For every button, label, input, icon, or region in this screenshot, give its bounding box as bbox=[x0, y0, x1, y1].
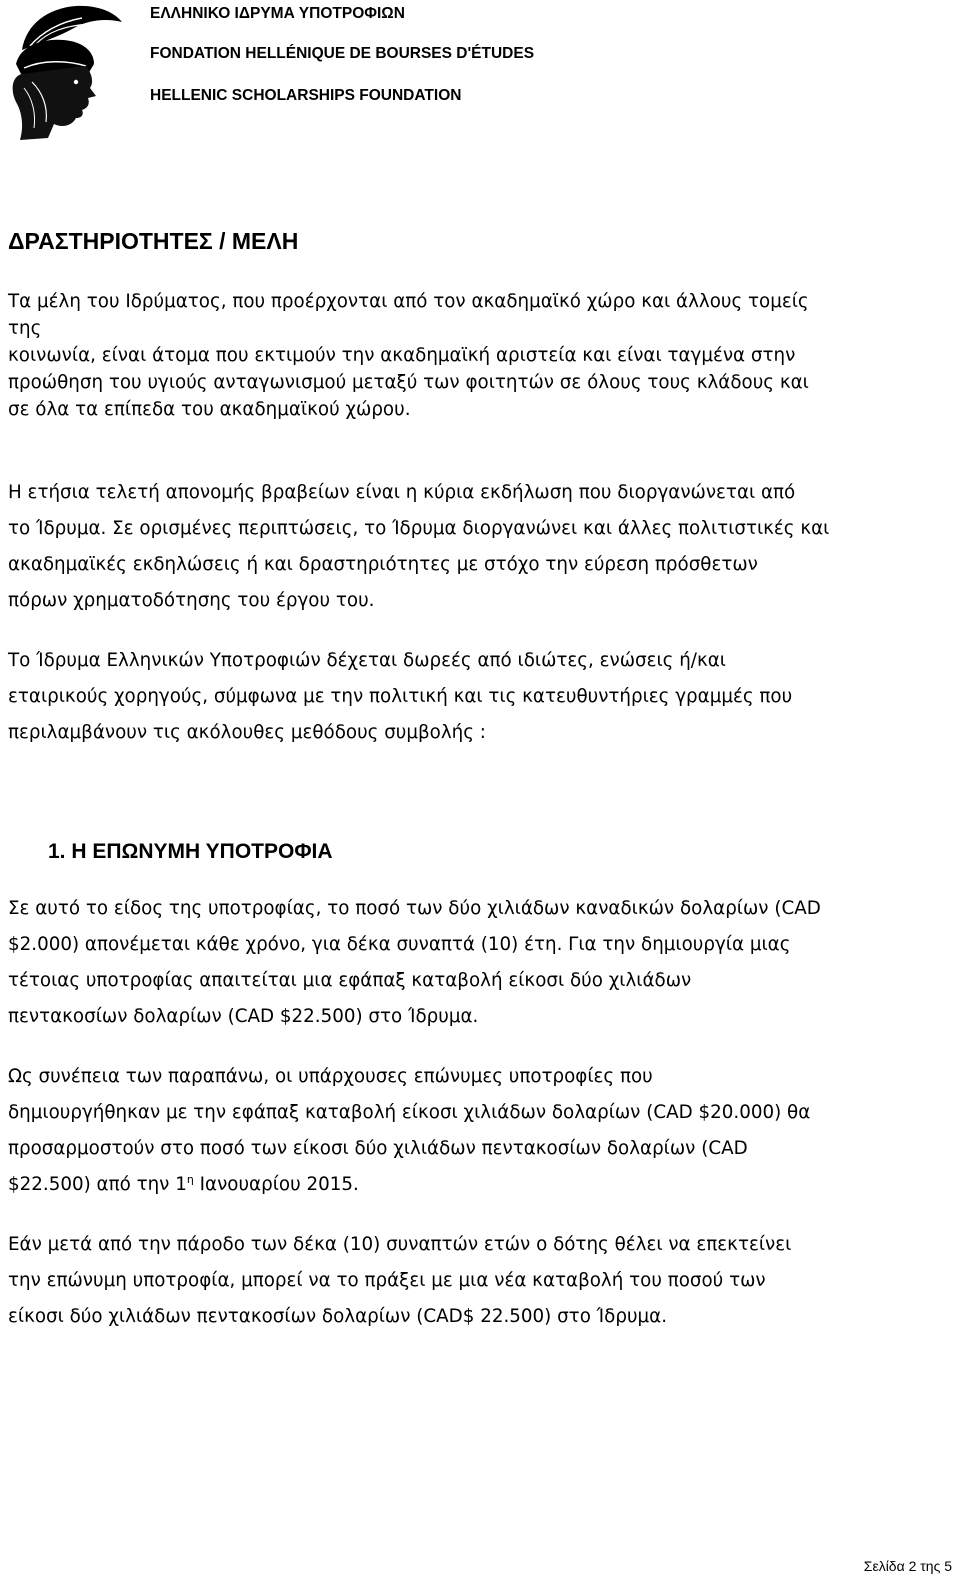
text-line: εταιρικούς χορηγούς, σύμφωνα με την πολιτική και τις κατευθυντήριες γραμμές που bbox=[8, 686, 793, 707]
text-line: Εάν μετά από την πάροδο των δέκα (10) συναπτών ετών ο δότης θέλει να επεκτείνει bbox=[8, 1234, 792, 1255]
text-line: προώθηση του υγιούς ανταγωνισμού μεταξύ των φοιτητών σε όλους τους κλάδους και bbox=[8, 372, 809, 393]
text-line: κοινωνία, είναι άτομα που εκτιμούν την ακαδημαϊκή αριστεία και είναι ταγμένα στην bbox=[8, 345, 796, 366]
org-name-french: FONDATION HELLÉNIQUE DE BOURSES D'ÉTUDES bbox=[150, 45, 535, 62]
section-heading-named-scholarship: 1. Η ΕΠΩΝΥΜΗ ΥΠΟΤΡΟΦΙΑ bbox=[48, 840, 333, 863]
text-line: της bbox=[8, 318, 42, 339]
text-line: το Ίδρυμα. Σε ορισμένες περιπτώσεις, το Ίδρυμα διοργανώνει και άλλες πολιτιστικές και bbox=[8, 518, 830, 539]
text-line: $2.000) απονέμεται κάθε χρόνο, για δέκα συναπτά (10) έτη. Για την δημιουργία μιας bbox=[8, 934, 791, 955]
athena-helmet-logo bbox=[2, 2, 124, 142]
text-line: τέτοιας υποτροφίας απαιτείται μια εφάπαξ καταβολή είκοσι δύο χιλιάδων bbox=[8, 970, 692, 991]
text-line: Το Ίδρυμα Ελληνικών Υποτροφιών δέχεται δωρεές από ιδιώτες, ενώσεις ή/και bbox=[8, 650, 726, 671]
text-fragment: $22.500) από την 1 bbox=[8, 1174, 187, 1195]
text-line: δημιουργήθηκαν με την εφάπαξ καταβολή είκοσι χιλιάδων δολαρίων (CAD $20.000) θα bbox=[8, 1102, 811, 1123]
text-line: Τα μέλη του Ιδρύματος, που προέρχονται από τον ακαδημαϊκό χώρο και άλλους τομείς bbox=[8, 291, 809, 312]
org-name-greek: ΕΛΛΗΝΙΚΟ ΙΔΡΥΜΑ ΥΠΟΤΡΟΦΙΩΝ bbox=[150, 5, 405, 22]
text-line: σε όλα τα επίπεδα του ακαδημαϊκού χώρου. bbox=[8, 399, 411, 420]
paragraph-members bbox=[8, 288, 809, 423]
text-line: την επώνυμη υποτροφία, μπορεί να το πράξει με μια νέα καταβολή του ποσού των bbox=[8, 1270, 766, 1291]
text-line: ακαδημαϊκές εκδηλώσεις ή και δραστηριότητες με στόχο την εύρεση πρόσθετων bbox=[8, 554, 758, 575]
text-line: Η ετήσια τελετή απονομής βραβείων είναι η κύρια εκδήλωση που διοργανώνεται από bbox=[8, 482, 796, 503]
superscript: η bbox=[186, 1172, 194, 1186]
text-fragment: Ιανουαρίου 2015. bbox=[193, 1174, 359, 1195]
text-line: περιλαμβάνουν τις ακόλουθες μεθόδους συμβολής : bbox=[8, 722, 486, 743]
text-line: πεντακοσίων δολαρίων (CAD $22.500) στο Ίδρυμα. bbox=[8, 1006, 479, 1027]
org-name-english: HELLENIC SCHOLARSHIPS FOUNDATION bbox=[150, 87, 462, 104]
text-line: προσαρμοστούν στο ποσό των είκοσι δύο χιλιάδων πεντακοσίων δολαρίων (CAD bbox=[8, 1138, 748, 1159]
text-line: Ως συνέπεια των παραπάνω, οι υπάρχουσες επώνυμες υποτροφίες που bbox=[8, 1066, 653, 1087]
text-line: είκοσι δύο χιλιάδων πεντακοσίων δολαρίων (CAD$ 22.500) στο Ίδρυμα. bbox=[8, 1306, 668, 1327]
text-line-with-superscript bbox=[8, 1174, 359, 1195]
text-line: Σε αυτό το είδος της υποτροφίας, το ποσό των δύο χιλιάδων καναδικών δολαρίων (CAD bbox=[8, 898, 821, 919]
page-number: Σελίδα 2 της 5 bbox=[863, 1558, 952, 1574]
text-line: πόρων χρηματοδότησης του έργου του. bbox=[8, 590, 375, 611]
section-heading-activities: ΔΡΑΣΤΗΡΙΟΤΗΤΕΣ / ΜΕΛΗ bbox=[8, 228, 299, 254]
